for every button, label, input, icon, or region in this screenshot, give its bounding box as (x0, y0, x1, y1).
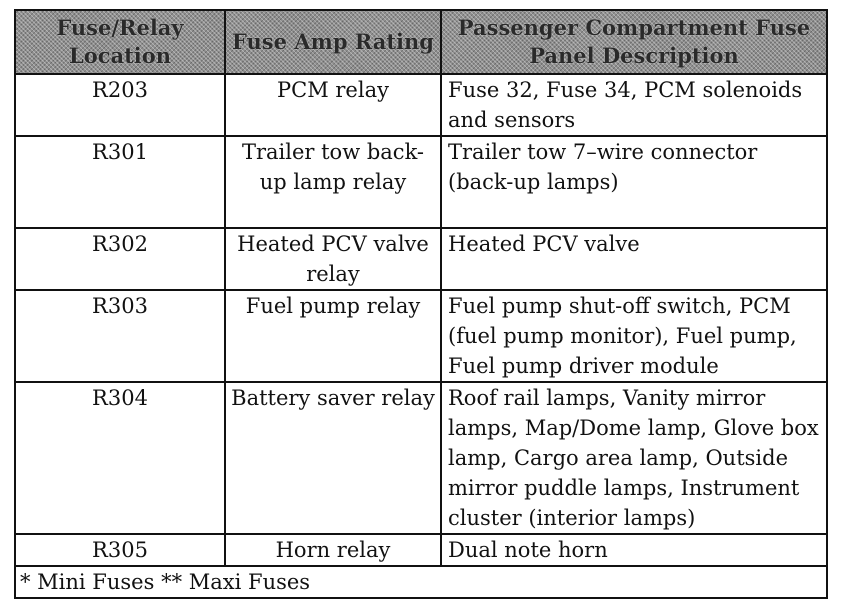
table-row (15, 136, 827, 228)
header-location: Fuse/Relay Location (15, 10, 225, 74)
cell-location: R203 (15, 74, 225, 136)
table-row (15, 382, 827, 534)
table-row (15, 74, 827, 136)
table-row (15, 534, 827, 566)
cell-rating: Trailer tow back-up lamp relay (225, 136, 441, 228)
cell-location: R301 (15, 136, 225, 228)
cell-location: R305 (15, 534, 225, 566)
cell-location: R303 (15, 290, 225, 382)
cell-description: Heated PCV valve (441, 228, 827, 290)
cell-description: Roof rail lamps, Vanity mirror lamps, Map/Dome lamp, Glove box lamp, Cargo area lamp, Outside mirror puddle lamps, Instrument cluster (interior lamps) (441, 382, 827, 534)
cell-location: R304 (15, 382, 225, 534)
cell-description: Fuel pump shut-off switch, PCM (fuel pump monitor), Fuel pump, Fuel pump driver module (441, 290, 827, 382)
cell-location: R302 (15, 228, 225, 290)
cell-description: Fuse 32, Fuse 34, PCM solenoids and sensors (441, 74, 827, 136)
cell-rating: PCM relay (225, 74, 441, 136)
table-row (15, 228, 827, 290)
table-row (15, 290, 827, 382)
footnote-row (15, 566, 827, 598)
cell-description: Dual note horn (441, 534, 827, 566)
cell-description: Trailer tow 7–wire connector (back-up lamps) (441, 136, 827, 228)
fuse-relay-table (14, 9, 828, 599)
cell-rating: Battery saver relay (225, 382, 441, 534)
footnote: * Mini Fuses ** Maxi Fuses (15, 566, 827, 598)
cell-rating: Fuel pump relay (225, 290, 441, 382)
cell-rating: Heated PCV valve relay (225, 228, 441, 290)
fuse-relay-table-container (14, 9, 826, 599)
header-rating: Fuse Amp Rating (225, 10, 441, 74)
cell-rating: Horn relay (225, 534, 441, 566)
table-header-row (15, 10, 827, 74)
header-description: Passenger Compartment Fuse Panel Description (441, 10, 827, 74)
